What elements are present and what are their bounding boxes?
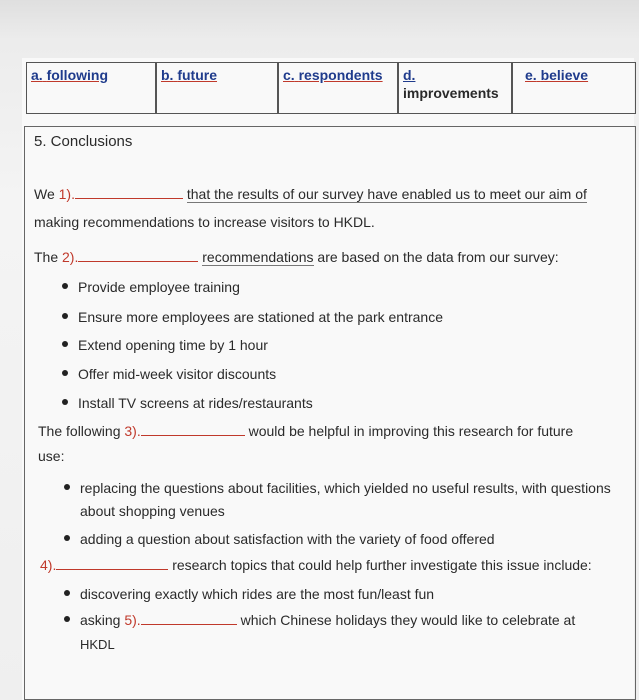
blank-4-number: 4). bbox=[40, 557, 57, 573]
blank-3-number: 3). bbox=[124, 423, 141, 439]
list-item-continued: HKDL bbox=[80, 637, 115, 652]
blank-2[interactable] bbox=[78, 249, 198, 262]
list-item: adding a question about satisfaction with the variety of food offered bbox=[80, 531, 495, 547]
option-d bbox=[398, 62, 512, 114]
list-item-continued: about shopping venues bbox=[80, 503, 225, 519]
para-1-line-2: making recommendations to increase visitors to HKDL. bbox=[34, 214, 375, 230]
bullet-icon bbox=[64, 616, 70, 622]
option-e bbox=[512, 62, 636, 114]
option-c bbox=[278, 62, 398, 114]
bullet-icon bbox=[64, 590, 70, 596]
option-e-text: e. believe bbox=[525, 67, 589, 83]
para-1-line-1: We 1). that the results of our survey have enabled us to meet our aim of bbox=[34, 186, 587, 202]
para-3-line-2: use: bbox=[38, 448, 65, 464]
blank-1-number: 1). bbox=[58, 186, 75, 202]
bullet-icon bbox=[62, 283, 68, 289]
para-2: The 2). recommendations are based on the data from our survey: bbox=[34, 249, 559, 265]
list-item: discovering exactly which rides are the most fun/least fun bbox=[80, 586, 435, 602]
list-item: replacing the questions about facilities, which yielded no useful results, with questions bbox=[80, 480, 611, 496]
para-3-line-1: The following 3). would be helpful in improving this research for future bbox=[38, 423, 574, 439]
list-item: Offer mid-week visitor discounts bbox=[78, 366, 277, 382]
option-c-text: c. respondents bbox=[283, 67, 383, 83]
blank-1[interactable] bbox=[75, 186, 183, 199]
option-a bbox=[26, 62, 156, 114]
blank-3[interactable] bbox=[141, 423, 245, 436]
bullet-icon bbox=[62, 341, 68, 347]
list-item: Provide employee training bbox=[78, 279, 240, 295]
option-d-letter: d. bbox=[403, 67, 416, 83]
bullet-icon bbox=[64, 484, 70, 490]
option-a-text: a. following bbox=[31, 67, 109, 83]
bullet-icon bbox=[62, 370, 68, 376]
list-item: asking 5). which Chinese holidays they would like to celebrate at bbox=[80, 612, 576, 628]
blank-4[interactable] bbox=[56, 557, 168, 570]
option-b bbox=[156, 62, 278, 114]
para-4: 4). research topics that could help further investigate this issue include: bbox=[40, 557, 592, 573]
blank-5-number: 5). bbox=[124, 612, 141, 628]
list-item: Extend opening time by 1 hour bbox=[78, 337, 268, 353]
blank-5[interactable] bbox=[141, 612, 237, 625]
bullet-icon bbox=[62, 313, 68, 319]
bullet-icon bbox=[62, 399, 68, 405]
option-d-word: improvements bbox=[403, 85, 499, 101]
section-title: 5. Conclusions bbox=[34, 133, 133, 150]
list-item: Install TV screens at rides/restaurants bbox=[78, 395, 313, 411]
blank-2-number: 2). bbox=[62, 249, 79, 265]
list-item: Ensure more employees are stationed at the park entrance bbox=[78, 309, 443, 325]
bullet-icon bbox=[64, 535, 70, 541]
option-b-text: b. future bbox=[161, 67, 218, 83]
